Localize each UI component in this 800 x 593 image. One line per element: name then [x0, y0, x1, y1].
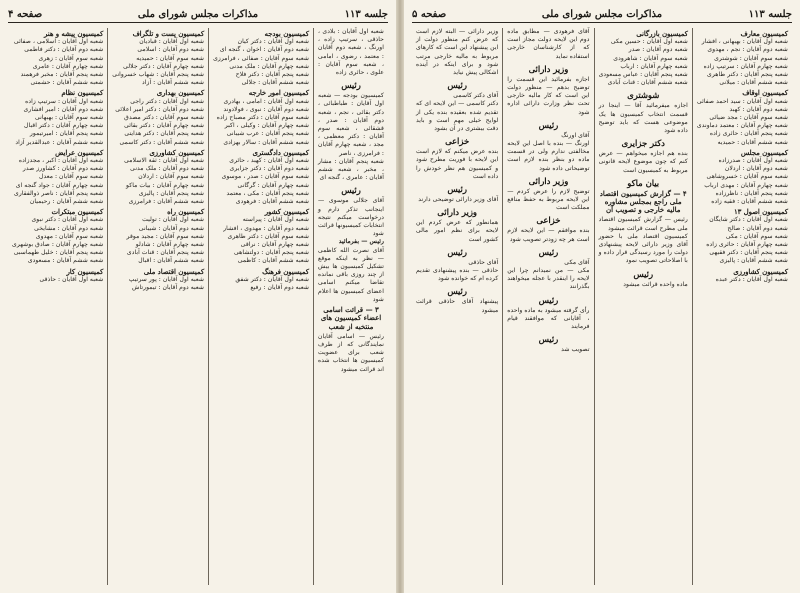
committee-title: کمیسیون فرهنگ	[262, 267, 310, 276]
member-line: شعبه اول آقایان : تولیت	[142, 216, 205, 224]
member-line: شعبه ششم آقایان : مسعودی	[27, 257, 104, 265]
committee-title: کمیسیون عرایض	[55, 148, 104, 157]
member-line: شعبه سوم آقایان : مجید موقر	[126, 232, 205, 240]
right-page-session: جلسه ۱۱۳	[748, 9, 792, 20]
right-page-number: صفحه ۵	[412, 9, 447, 20]
member-line: شعبه اول آقایان : دکتر شایگان	[709, 216, 788, 224]
member-line: شعبه ششم آقایان : جلالی	[241, 79, 310, 87]
speaker-heading: رئیس	[538, 294, 559, 305]
left-column-2	[209, 28, 314, 585]
member-line: شعبه چهارم آقایان : گرگانی	[237, 181, 310, 189]
committee-title: کمیسیون کشور	[264, 208, 310, 217]
member-line: شعبه پنجم آقایان : پالیزی	[138, 189, 205, 197]
member-line: شعبه چهارم آقایان : جواد گنجه ای	[15, 181, 104, 189]
member-line: شعبه سوم آقایان : اردلان	[138, 173, 205, 181]
speaker-heading: رئیس	[447, 184, 467, 195]
left-column-1	[314, 28, 388, 585]
committee-title: کمیسیون اصول ۱۳	[734, 208, 788, 217]
member-line: شعبه دوم آقایان : اردلان	[724, 165, 788, 173]
committee-title: کمیسیون دادگستری	[252, 148, 310, 157]
member-line: شعبه اول آقایان : امامی ، بهادری	[223, 97, 310, 105]
paragraph: همانطور که عرض کردم این لایحه برای نظم امور مالی کشور است	[416, 219, 499, 243]
paragraph: رأی گرفته میشود به ماده واحده ، آقایانی که موافقند قیام فرمایند	[507, 306, 590, 331]
member-line: شعبه چهارم آقایان : صادق بوشهری	[12, 241, 104, 249]
member-line: شعبه ششم آقایان : پالیزی	[719, 257, 788, 265]
member-line: شعبه اول آقایان : دکتر کیان	[237, 38, 310, 46]
member-line: شعبه دوم آقایان : کشاورز صدر	[22, 165, 104, 173]
member-line: شعبه اول آقایان : ثقة الاسلامی	[124, 157, 205, 165]
left-page-session: جلسه ۱۱۳	[344, 9, 388, 20]
left-page-title: مذاکرات مجلس شورای ملی	[137, 9, 259, 20]
member-line: شعبه پنجم آقایان : ناظرزاده	[715, 189, 788, 197]
member-line: شعبه سوم آقایان : معدل	[39, 173, 104, 181]
speaker-line: رئیس — بفرمائید	[338, 238, 384, 246]
speaker-heading: رئیس	[341, 80, 361, 91]
paragraph: آقای مکی	[564, 258, 590, 266]
member-line: شعبه اول آقایان : کهبد ، حائری	[229, 157, 310, 165]
right-column-2	[595, 28, 693, 585]
member-line: شعبه سوم آقایان : مهدوی	[35, 232, 104, 240]
member-line: شعبه ششم آقایان : سالار بهزادی	[223, 138, 310, 146]
member-line: شعبه سوم آقایان : صفائی ، فرامرزی	[213, 54, 310, 62]
member-line: شعبه پنجم آقایان : دکتر فلاح	[235, 71, 310, 79]
member-line: شعبه اول آقایان : اکبر ، مجدزاده	[18, 157, 104, 165]
paragraph: بنده هم اجازه میخواهم — عرض کنم که چون موضوع لایحه قانونی مربوط به کمیسیون است	[598, 150, 688, 174]
member-line: شعبه دوم آقایان : دکتر فاطمی	[24, 46, 104, 54]
member-line: شعبه دوم آقایان : کهبد	[729, 105, 788, 113]
member-line: شعبه اول آقایان : اسلامی ، صفائی	[13, 38, 104, 46]
member-line: شعبه چهارم آقایان : نراقی	[240, 241, 310, 249]
paragraph: وزیر دارائی — البته لازم است که عرض کنم منظور دولت از این پیشنهاد این است که کارهای مربوط به مالیه خارجی مرتب شود و برای اینکه در آینده اشکالی پیش نیاید	[416, 28, 499, 77]
member-line: شعبه دوم آقایان : صدر	[628, 46, 688, 54]
speaker-heading: وزیر دارائی	[437, 207, 477, 218]
right-page-title: مذاکرات مجلس شورای ملی	[541, 9, 663, 20]
member-line: شعبه سوم آقایان : شاهرودی	[613, 54, 688, 62]
member-line: شعبه پنجم آقایان : حائری زاده	[709, 130, 788, 138]
member-line: شعبه دوم آقایان : اخوان ، گنجه ای	[219, 46, 310, 54]
committee-title: کمیسیون امور خارجه	[248, 89, 310, 98]
paragraph: توضیح لازم را عرض کردم — این لایحه مربوط به حفظ منافع مملکت است	[507, 187, 590, 212]
member-line: شعبه ششم آقایان : اقبال	[138, 257, 205, 265]
speaker-heading: خزاعی	[536, 215, 561, 226]
committee-title: کمیسیون معارف	[740, 30, 788, 38]
member-line: شعبه چهارم آقایان : ملک مدنی	[229, 62, 310, 70]
member-line: شعبه چهارم آقایان : مهدی ارباب	[704, 181, 788, 189]
member-line: شعبه سوم آقایان : دکتر طاهری	[227, 232, 310, 240]
member-line: شعبه چهارم آقایان : ارباب	[620, 62, 688, 70]
member-line: شعبه اول آقایان : سید احمد صفائی	[697, 97, 788, 105]
speaker-heading: رئیس	[538, 246, 559, 257]
speaker-heading: رئیس	[447, 286, 467, 297]
member-line: شعبه دوم آقایان : ملک مدنی	[130, 165, 205, 173]
book-gutter	[396, 0, 404, 593]
paragraph: اجازه بفرمائید این قسمت را توضیح بدهم — منظور دولت این است که کار مالیه خارجی تحت نظر وزارت دارائی اداره شود	[507, 75, 590, 116]
member-line: شعبه دوم آقایان : امیر افشاری	[23, 105, 104, 113]
right-column-4	[412, 28, 503, 585]
member-line: شعبه اول آقایان : پور سرتیپ	[128, 275, 205, 283]
speaker-heading: رئیس	[447, 80, 467, 91]
member-line: شعبه ششم آقایان : آزاد	[142, 79, 205, 87]
member-line: شعبه چهارم آقایان : دکتر جلالی	[123, 62, 205, 70]
paragraph: آقای جلالی موسوی — اینجانب تذکر دارم و درخواست میکنم نتیجه انتخابات کمیسیونها قرائت شود	[318, 197, 384, 238]
speaker-heading: وزیر دارائی	[528, 175, 569, 186]
paragraph: بنده عرض میکنم که لازم است این لایحه با فوریت مطرح شود و کمیسیون هم نظر خودش را داده است	[416, 148, 499, 180]
member-line: شعبه اول آقایان : حاذقی	[39, 275, 104, 283]
paragraph: کمیسیون اقتصاد ملی با حضور آقای وزیر دارائی لایحه پیشنهادی دولت را مورد رسیدگی قرار داده و با اصلاحاتی تصویب نمود	[598, 232, 688, 265]
member-line: شعبه دوم آقایان : دکتر امیر اعلائی	[115, 105, 205, 113]
committee-title: کمیسیون بودجه	[264, 30, 310, 38]
paragraph: آقای اورنگ	[561, 131, 590, 139]
paragraph: آقای حاذقی	[468, 258, 499, 266]
member-line: شعبه پنجم آقایان : امیرتیمور	[29, 130, 104, 138]
member-line: شعبه پنجم آقایان : مکی ، معتمد	[226, 189, 310, 197]
committee-title: کمیسیون کار	[66, 267, 104, 276]
member-line: شعبه پنجم آقایان : دکتر فقیهی	[709, 249, 788, 257]
committee-title: کمیسیون پیشه و هنر	[44, 30, 104, 38]
speaker-heading: وزیر دارائی	[528, 63, 569, 74]
member-line: شعبه چهارم آقایان : معتمد دماوندی	[696, 122, 788, 130]
speaker-heading: بیان ماکو	[627, 177, 660, 188]
member-line: شعبه پنجم آقایان : شهاب خسروانی	[112, 71, 205, 79]
committee-title: کمیسیون کشاورزی	[149, 148, 205, 157]
member-line: شعبه اول آقایان : دکتر راجی	[130, 97, 205, 105]
member-line: شعبه پنجم آقایان : ناصر ذوالفقاری	[13, 189, 104, 197]
member-line: شعبه اول آقایان : قبادیان	[139, 38, 205, 46]
member-line: شعبه اول آقایان : پیراسته	[242, 216, 310, 224]
member-line: شعبه اول آقایان : سرتیپ زاده	[25, 97, 104, 105]
member-line: شعبه چهارم آقایان : سرتیپ زاده	[703, 62, 788, 70]
member-line: شعبه ششم آقایان : فرامرزی	[128, 198, 205, 206]
member-line: شعبه ششم آقایان : فقیه زاده	[711, 198, 788, 206]
member-line: شعبه دوم آقایان : صالح	[727, 224, 788, 232]
member-line: شعبه چهارم آقایان : شادلو	[135, 241, 205, 249]
paragraph: حاذقی — بنده پیشنهادی تقدیم کرده ام که خوانده شود	[416, 267, 499, 283]
member-line: شعبه ششم آقایان : فرهودی	[235, 198, 310, 206]
right-page-columns	[412, 28, 792, 585]
speaker-heading: رئیس	[538, 119, 559, 130]
paragraph: مکی — من نمیدانم چرا این لایحه را اینقدر با عجله میخواهند بگذرانند	[507, 267, 590, 291]
member-line: شعبه پنجم آقایان : مخبر فرهمند	[20, 71, 104, 79]
committee-title: کمیسیون راه	[167, 208, 205, 217]
paragraph: آقای نصرت الله کاظمی — نظر به اینکه موقع تشکیل کمیسیون ها بیش از چند روزی باقی نمانده تقاضا میکنم اسامی اعضای کمیسیون ها اعلام شود	[318, 246, 384, 303]
member-line: شعبه دوم آقایان : شیبانی	[138, 224, 205, 232]
member-line: شعبه اول آقایان : دکتر عبده	[715, 275, 788, 283]
paragraph: ماده واحده قرائت میشود	[623, 280, 688, 288]
member-line: شعبه چهارم آقایان : حائری زاده	[706, 241, 788, 249]
paragraph: دکتر کاسمی — این لایحه ای که تقدیم شده بعقیده بنده یکی از لوایح خیلی مهم است و باید دقت بیشتری در آن بشود	[416, 100, 499, 133]
member-line: شعبه ششم آقایان : حمیدیه	[717, 138, 788, 146]
member-line: شعبه پنجم آقایان : خلیل طهماسبی	[13, 249, 104, 257]
speaker-heading: رئیس	[447, 246, 467, 257]
member-line: شعبه سوم آقایان : شوشتری	[714, 54, 788, 62]
member-line: شعبه ششم آقایان : میلانی	[719, 79, 788, 87]
left-page-header	[8, 8, 388, 23]
right-column-3	[503, 28, 594, 585]
member-line: شعبه سوم آقایان : حمیدیه	[136, 54, 205, 62]
committee-title: کمیسیون نظام	[61, 89, 104, 98]
member-line: شعبه چهارم آقایان : عامری	[32, 62, 104, 70]
member-line: شعبه سوم آقایان : مجد ضیائی	[709, 114, 788, 122]
paragraph: کمیسیون بودجه — شعبه اول آقایان : طباطبائی ، دکتر بقائی ، نجم ، شعبه دوم آقایان : صدر ، قشقائی ، شعبه سوم آقایان : دکتر معظمی ، مجد ، شعبه چهارم آقایان : فرامرزی ، ناصر	[318, 92, 384, 157]
section-subhead: ۴ — گزارش کمیسیون اقتصاد ملی راجع بمجلس مشاوره مالیه خارجی و تصویب آن	[599, 188, 687, 215]
member-line: شعبه ششم آقایان : عبدالقدیر آزاد	[15, 138, 104, 146]
paragraph: تصویب شد	[561, 346, 590, 354]
right-page-header	[412, 8, 792, 23]
paragraph: اورنگ — بنده با اصل این لایحه مخالفتی ندارم ولی در قسمت ماده دو بنظر بنده لازم است توضیحاتی داده شود	[507, 140, 590, 172]
member-line: شعبه سوم آقایان : بهبهانی	[34, 114, 104, 122]
member-line: شعبه ششم آقایان : قنات آبادی	[607, 79, 688, 87]
member-line: شعبه دوم آقایان : مشایخی	[34, 224, 104, 232]
member-line: شعبه چهارم آقایان : بیات ماکو	[126, 181, 205, 189]
member-line: شعبه اول آقایان : صدرزاده	[718, 157, 788, 165]
member-line: شعبه اول آقایان : دکتر نبوی	[31, 216, 104, 224]
speaker-heading: دکتر جزایری	[621, 138, 665, 149]
member-line: شعبه دوم آقایان : دکتر جزایری	[229, 165, 310, 173]
speaker-heading: رئیس	[341, 185, 361, 196]
section-subhead: ۳ — قرائت اسامی اعضاء کمیسیون های منتخبه از شعب	[320, 305, 382, 331]
member-line: شعبه دوم آقایان : نبوی ، فولادوند	[223, 105, 310, 113]
paragraph: شعبه پنجم آقایان : مشار ، مخبر ، شعبه ششم آقایان : عامری ، گنجه ای	[318, 157, 384, 182]
member-line: شعبه سوم آقایان : دکتر مصباح زاده	[216, 114, 310, 122]
left-page	[0, 0, 396, 593]
member-line: شعبه اول آقایان : حسین مکی	[610, 38, 688, 46]
committee-title: کمیسیون اقتصاد ملی	[143, 267, 205, 276]
paragraph: پیشنهاد آقای حاذقی قرائت میشود	[416, 298, 499, 314]
member-line: شعبه سوم آقایان : دکتر مصدق	[124, 114, 205, 122]
paragraph: بنده موافقم — این لایحه لازم است هر چه زودتر تصویب شود	[507, 227, 590, 243]
member-line: شعبه دوم آقایان : نجم ، مهدوی	[707, 46, 788, 54]
member-line: شعبه ششم آقایان : دکتر کاسمی	[119, 138, 205, 146]
left-column-4	[8, 28, 108, 585]
member-line: شعبه چهارم آقایان : دکتر اقبال	[24, 122, 104, 130]
member-line: شعبه چهارم آقایان : وکیلی ، اکبر	[224, 122, 310, 130]
right-page	[404, 0, 800, 593]
member-line: شعبه پنجم آقایان : دکتر طاهری	[707, 71, 788, 79]
member-line: شعبه دوم آقایان : رفیع	[250, 284, 310, 292]
paragraph: اجازه میفرمائید آقا — اینجا در قسمت انتخاب کمیسیون ها یک موضوعی هست که باید توضیح داده شود	[598, 102, 688, 135]
member-line: شعبه ششم آقایان : کاظمی	[237, 257, 310, 265]
committee-title: کمیسیون مجلس	[740, 148, 788, 157]
paragraph: آقای فرهودی — مطابق ماده دوم این لایحه دولت مجاز است که از کارشناسان خارجی استفاده نماید	[507, 28, 590, 60]
speaker-heading: خزاعی	[445, 136, 470, 147]
committee-title: کمیسیون بهداری	[156, 89, 205, 98]
paragraph: رئیس — گزارش کمیسیون اقتصاد ملی مطرح است قرائت میشود	[598, 216, 688, 232]
speaker-heading: رئیس	[538, 334, 559, 345]
left-page-columns	[8, 28, 388, 585]
member-line: شعبه سوم آقایان : خسروشاهی	[706, 173, 788, 181]
committee-title: کمیسیون پست و تلگراف	[132, 30, 205, 38]
committee-title: کمیسیون بازرگانی	[636, 30, 688, 38]
member-line: شعبه پنجم آقایان : عرب شیبانی	[226, 130, 310, 138]
member-line: شعبه دوم آقایان : مهدوی ، افشار	[223, 224, 310, 232]
member-line: شعبه دوم آقایان : تیمورتاش	[131, 284, 205, 292]
committee-title: کمیسیون مبتکرات	[51, 208, 104, 217]
committee-title: کمیسیون اوقاف	[742, 89, 788, 98]
member-line: شعبه اول آقایان : بهبهانی ، افشار	[701, 38, 788, 46]
committee-title: کمیسیون کشاورزی	[733, 267, 788, 276]
member-line: شعبه سوم آقایان : صدر ، موسوی	[221, 173, 310, 181]
right-column-1	[693, 28, 792, 585]
member-line: شعبه پنجم آقایان : قنات آبادی	[126, 249, 205, 257]
paragraph: شعبه اول آقایان : بلادی ، حاذقی ، سرتیپ زاده ، اورنگ ، شعبه دوم آقایان : معتمد ، رضوی ، امامی ، شعبه سوم آقایان : علوی ، حائری زاده	[318, 28, 384, 77]
member-line: شعبه ششم آقایان : رحیمیان	[29, 198, 104, 206]
left-page-number: صفحه ۴	[8, 9, 43, 20]
member-line: شعبه ششم آقایان : حشمتی	[30, 79, 104, 87]
member-line: شعبه سوم آقایان : زهری	[38, 54, 104, 62]
member-line: شعبه سوم آقایان : مکی	[725, 232, 788, 240]
member-line: شعبه چهارم آقایان : دکتر بقائی	[124, 122, 205, 130]
left-column-3	[108, 28, 209, 585]
member-line: شعبه اول آقایان : دکتر شفق	[235, 275, 310, 283]
paragraph: آقای وزیر دارائی توضیحی دارند	[418, 196, 499, 204]
speaker-heading: شوشتری	[627, 90, 660, 101]
member-line: شعبه دوم آقایان : اسلامی	[137, 46, 205, 54]
member-line: شعبه پنجم آقایان : دکتر هدایتی	[124, 130, 205, 138]
paragraph: آقای دکتر کاسمی	[453, 92, 499, 100]
member-line: شعبه پنجم آقایان : دولتشاهی	[233, 249, 310, 257]
member-line: شعبه پنجم آقایان : عباس مسعودی	[598, 71, 688, 79]
paragraph: رئیس — اسامی آقایان نمایندگانی که از طرف شعب برای عضویت کمیسیون ها انتخاب شده اند قرائت میشود	[318, 332, 384, 373]
speaker-heading: رئیس	[633, 268, 654, 279]
